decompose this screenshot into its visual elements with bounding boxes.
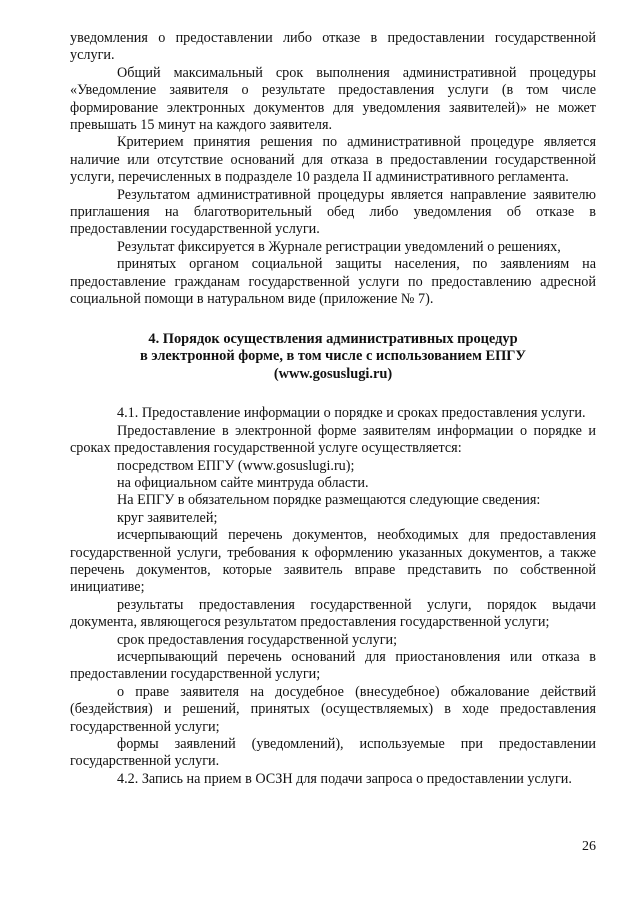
paragraph-continuation: уведомления о предоставлении либо отказе в предоставлении государственной услуги. bbox=[70, 30, 596, 64]
list-item-grounds: исчерпывающий перечень оснований для приостановления или отказа в предоставлении государственной услуги; bbox=[70, 648, 596, 683]
list-item-applicants: круг заявителей; bbox=[117, 509, 218, 526]
document-page bbox=[70, 30, 596, 788]
list-item-documents: исчерпывающий перечень документов, необходимых для предоставления государственной услуги, требования к оформлению указанных документов, а также перечень документов, которые заявитель вправе представить по собственной инициативе; bbox=[70, 527, 596, 596]
paragraph-epgu-info: На ЕПГУ в обязательном порядке размещаются следующие сведения: bbox=[117, 492, 541, 509]
section-heading bbox=[70, 331, 596, 384]
paragraph-journal-description: принятых органом социальной защиты населения, по заявлениям на предоставление гражданам государственной услуги по предоставлению адресной социальной помощи в натуральном виде (приложение № 7). bbox=[70, 256, 596, 308]
section-heading-line: в электронной форме, в том числе с использованием ЕПГУ bbox=[140, 348, 526, 365]
list-item-term: срок предоставления государственной услуги; bbox=[117, 631, 398, 648]
paragraph-4-2: 4.2. Запись на прием в ОСЗН для подачи запроса о предоставлении услуги. bbox=[117, 770, 572, 787]
list-item-official-site: на официальном сайте минтруда области. bbox=[117, 474, 369, 491]
paragraph-result-recording: Результат фиксируется в Журнале регистрации уведомлений о решениях, bbox=[117, 238, 561, 255]
section-heading-line: 4. Порядок осуществления административных процедур bbox=[148, 330, 518, 347]
paragraph-max-duration: Общий максимальный срок выполнения административной процедуры «Уведомление заявителя о результате предоставления услуги (в том числе формирование электронных документов для уведомления заявителей)» не может превышать 15 минут на каждого заявителя. bbox=[70, 64, 596, 134]
list-item-epgu: посредством ЕПГУ (www.gosuslugi.ru); bbox=[117, 457, 355, 474]
paragraph-info-provision: Предоставление в электронной форме заявителям информации о порядке и сроках предоставления государственной услуге осуществляется: bbox=[70, 422, 596, 457]
paragraph-procedure-result: Результатом административной процедуры является направление заявителю приглашения на благотворительный обед либо уведомления об отказе в предоставлении государственной услуги. bbox=[70, 186, 596, 238]
paragraph-4-1: 4.1. Предоставление информации о порядке и сроках предоставления услуги. bbox=[117, 405, 586, 422]
paragraph-decision-criterion: Критерием принятия решения по административной процедуре является наличие или отсутствие оснований для отказа в предоставлении государственной услуги, перечисленных в подразделе 10 раздела II административного регламента. bbox=[70, 134, 596, 186]
section-heading-line: (www.gosuslugi.ru) bbox=[273, 365, 393, 382]
list-item-forms: формы заявлений (уведомлений), используемые при предоставлении государственной услуги. bbox=[70, 736, 596, 770]
page-number: 26 bbox=[582, 839, 596, 854]
list-item-appeal-right: о праве заявителя на досудебное (внесудебное) обжалование действий (бездействия) и решений, принятых (осуществляемых) в ходе предоставления государственной услуги; bbox=[70, 683, 596, 735]
list-item-results: результаты предоставления государственной услуги, порядок выдачи документа, являющегося результатом предоставления государственной услуги; bbox=[70, 596, 596, 631]
